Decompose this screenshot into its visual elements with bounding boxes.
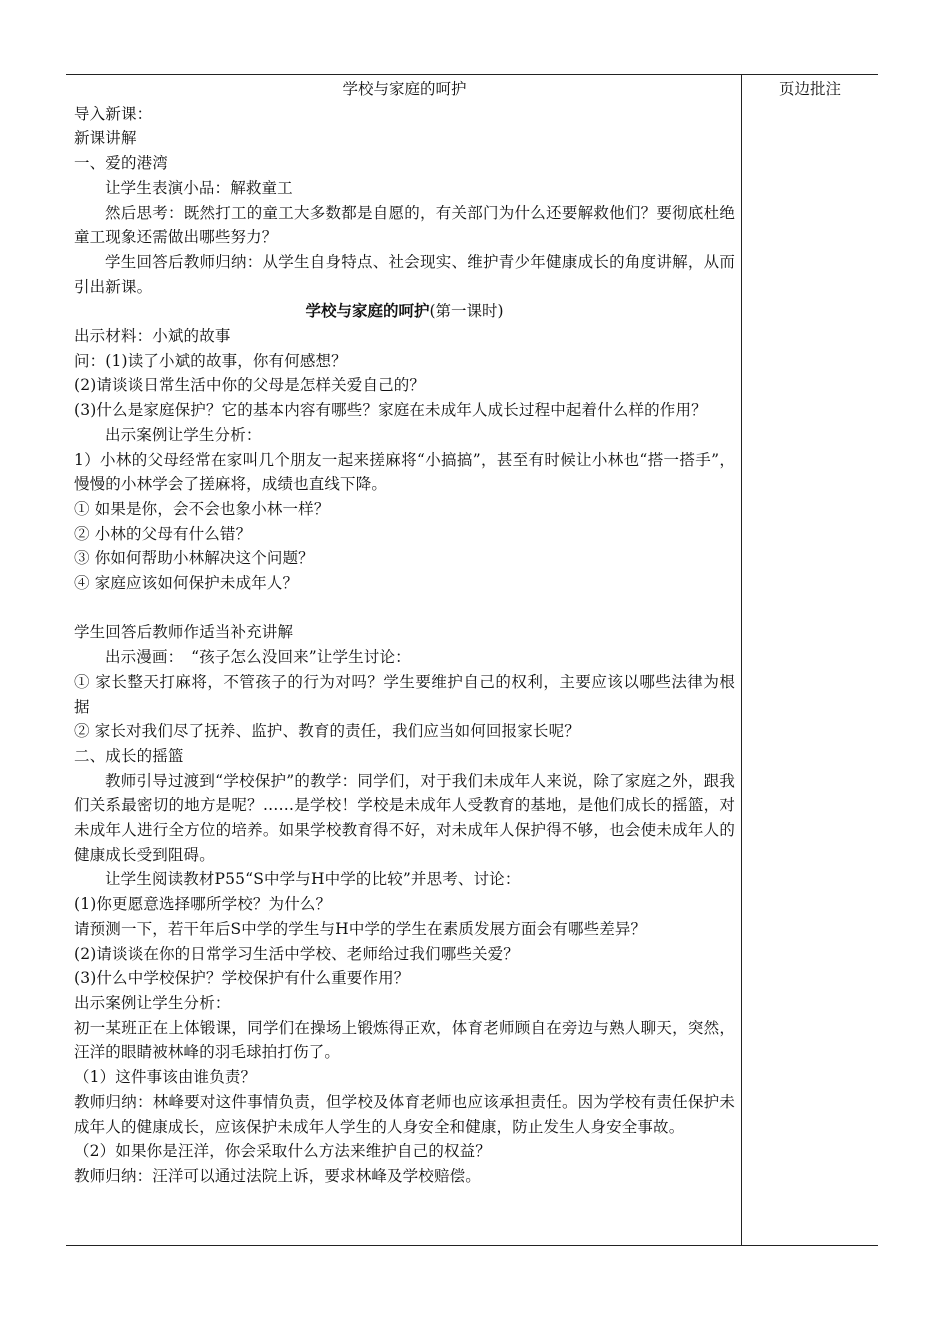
text-line: 学生回答后教师作适当补充讲解 — [74, 623, 294, 642]
question-line: 问：(1)读了小斌的故事，你有何感想？ — [74, 351, 347, 370]
question-line: (3)什么是家庭保护？它的基本内容有哪些？家庭在未成年人成长过程中起着什么样的作用？ — [74, 401, 707, 420]
question-line: ① 家长整天打麻将，不管孩子的行为对吗？学生要维护自己的权利，主要应该以哪些法律为根据 — [74, 672, 735, 716]
lesson-plan-table — [66, 74, 878, 1246]
lesson-subtitle — [74, 299, 735, 324]
question-line: （2）如果你是汪洋，你会采取什么方法来维护自己的权益？ — [74, 1142, 491, 1161]
lesson-subtitle-main: 学校与家庭的呵护 — [305, 301, 430, 321]
question-line: （1）这件事该由谁负责？ — [74, 1068, 257, 1087]
question-line: ④ 家庭应该如何保护未成年人？ — [74, 574, 299, 593]
question-line: ② 小林的父母有什么错？ — [74, 524, 252, 543]
question-line: (1)你更愿意选择哪所学校？为什么？ — [74, 895, 332, 914]
text-paragraph: 教师引导过渡到“学校保护”的教学：同学们，对于我们未成年人来说，除了家庭之外，跟我们关系最密切的地方是呢？……是学校！学校是未成年人受教育的基地，是他们成长的摇篮，对未成年人进行全方位的培养。如果学校教育得不好，对未成年人保护得不够，也会使未成年人的健康成长受到阻碍。 — [74, 771, 735, 864]
text-line: 让学生阅读教材P55“S中学与H中学的比较”并思考、讨论： — [105, 870, 521, 889]
text-line: 让学生表演小品：解救童工 — [105, 178, 293, 197]
margin-notes-title: 页边批注 — [778, 80, 841, 98]
text-paragraph: 教师归纳：林峰要对这件事情负责，但学校及体育老师也应该承担责任。因为学校有责任保护未成年人的健康成长，应该保护未成年人学生的人身安全和健康，防止发生人身安全事故。 — [74, 1092, 735, 1136]
case-paragraph: 初一某班正在上体锻课，同学们在操场上锻炼得正欢，体育老师顾自在旁边与熟人聊天，突然，汪洋的眼睛被林峰的羽毛球拍打伤了。 — [74, 1018, 735, 1062]
text-line: 出示材料：小斌的故事 — [74, 327, 231, 346]
margin-notes-column — [742, 75, 878, 1245]
text-line: 出示漫画： “孩子怎么没回来”让学生讨论： — [105, 648, 411, 667]
section-heading: 一、爱的港湾 — [74, 154, 168, 173]
text-line: 出示案例让学生分析： — [105, 425, 262, 444]
question-line: (3)什么中学校保护？学校保护有什么重要作用？ — [74, 969, 410, 988]
blank-line — [74, 596, 735, 621]
text-line: 新课讲解 — [74, 129, 137, 148]
text-line: 教师归纳：汪洋可以通过法院上诉，要求林峰及学校赔偿。 — [74, 1166, 481, 1185]
question-line: 请预测一下，若干年后S中学的学生与H中学的学生在素质发展方面会有哪些差异？ — [74, 919, 647, 938]
question-line: (2)请谈谈日常生活中你的父母是怎样关爱自己的？ — [74, 376, 426, 395]
page-title: 学校与家庭的呵护 — [342, 80, 467, 98]
text-line: 导入新课： — [74, 104, 153, 123]
section-heading: 二、成长的摇篮 — [74, 746, 184, 765]
case-paragraph: 1）小林的父母经常在家叫几个朋友一起来搓麻将“小搞搞”，甚至有时候让小林也“搭一搭手”，慢慢的小林学会了搓麻将，成绩也直线下降。 — [74, 450, 735, 494]
main-content-column — [66, 75, 742, 1245]
lesson-subtitle-note: (第一课时) — [429, 302, 504, 321]
text-paragraph: 然后思考：既然打工的童工大多数都是自愿的，有关部门为什么还要解救他们？要彻底杜绝童工现象还需做出哪些努力？ — [74, 203, 735, 247]
question-line: ② 家长对我们尽了抚养、监护、教育的责任，我们应当如何回报家长呢？ — [74, 722, 580, 741]
text-line: 出示案例让学生分析： — [74, 994, 231, 1012]
text-paragraph: 学生回答后教师归纳：从学生自身特点、社会现实、维护青少年健康成长的角度讲解，从而引出新课。 — [74, 252, 735, 296]
question-line: ① 如果是你，会不会也象小林一样？ — [74, 499, 330, 518]
question-line: ③ 你如何帮助小林解决这个问题？ — [74, 549, 314, 568]
question-line: (2)请谈谈在你的日常学习生活中学校、老师给过我们哪些关爱？ — [74, 944, 519, 963]
